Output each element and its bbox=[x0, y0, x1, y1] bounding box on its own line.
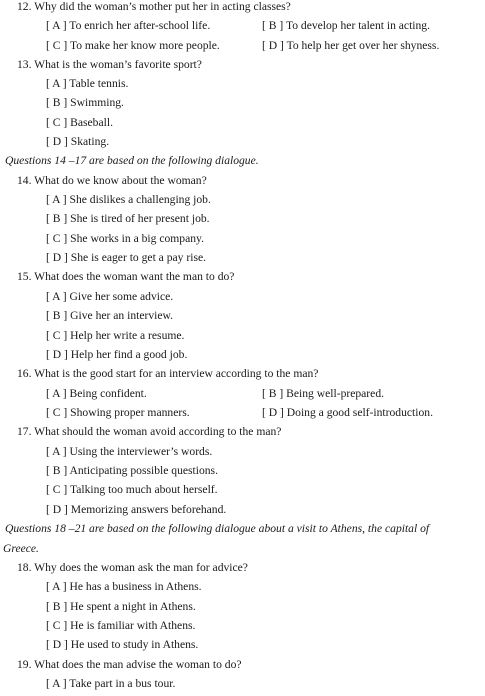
question-14: 14. What do we know about the woman? bbox=[17, 174, 207, 187]
option-15-a: [ A ] Give her some advice. bbox=[46, 290, 174, 303]
question-13: 13. What is the woman’s favorite sport? bbox=[17, 58, 202, 71]
option-14-a: [ A ] She dislikes a challenging job. bbox=[46, 193, 211, 206]
option-17-b: [ B ] Anticipating possible questions. bbox=[46, 464, 218, 477]
option-12-a: [ A ] To enrich her after-school life. bbox=[46, 19, 211, 32]
option-12-b: [ B ] To develop her talent in acting. bbox=[262, 19, 431, 32]
option-12-c: [ C ] To make her know more people. bbox=[46, 39, 220, 52]
option-13-d: [ D ] Skating. bbox=[46, 135, 110, 148]
option-15-c: [ C ] Help her write a resume. bbox=[46, 329, 185, 342]
option-18-b: [ B ] He spent a night in Athens. bbox=[46, 600, 196, 613]
option-17-a: [ A ] Using the interviewer’s words. bbox=[46, 445, 213, 458]
option-14-b: [ B ] She is tired of her present job. bbox=[46, 212, 210, 225]
question-19: 19. What does the man advise the woman to do? bbox=[17, 658, 242, 671]
option-17-c: [ C ] Talking too much about herself. bbox=[46, 483, 218, 496]
question-16: 16. What is the good start for an interview according to the man? bbox=[17, 367, 319, 380]
option-14-d: [ D ] She is eager to get a pay rise. bbox=[46, 251, 207, 264]
option-19-a: [ A ] Take part in a bus tour. bbox=[46, 677, 176, 690]
option-18-a: [ A ] He has a business in Athens. bbox=[46, 580, 202, 593]
option-13-a: [ A ] Table tennis. bbox=[46, 77, 129, 90]
option-17-d: [ D ] Memorizing answers beforehand. bbox=[46, 503, 227, 516]
option-13-c: [ C ] Baseball. bbox=[46, 116, 113, 129]
section-intro-18-21-cont: Greece. bbox=[3, 542, 39, 555]
option-14-c: [ C ] She works in a big company. bbox=[46, 232, 204, 245]
option-18-c: [ C ] He is familiar with Athens. bbox=[46, 619, 196, 632]
question-17: 17. What should the woman avoid according to the man? bbox=[17, 425, 282, 438]
option-16-c: [ C ] Showing proper manners. bbox=[46, 406, 190, 419]
question-12: 12. Why did the woman’s mother put her in acting classes? bbox=[17, 0, 291, 13]
option-16-d: [ D ] Doing a good self-introduction. bbox=[262, 406, 433, 419]
option-12-d: [ D ] To help her get over her shyness. bbox=[262, 39, 440, 52]
option-15-b: [ B ] Give her an interview. bbox=[46, 309, 174, 322]
option-16-b: [ B ] Being well-prepared. bbox=[262, 387, 385, 400]
option-18-d: [ D ] He used to study in Athens. bbox=[46, 638, 199, 651]
option-15-d: [ D ] Help her find a good job. bbox=[46, 348, 188, 361]
option-13-b: [ B ] Swimming. bbox=[46, 96, 124, 109]
option-16-a: [ A ] Being confident. bbox=[46, 387, 147, 400]
question-18: 18. Why does the woman ask the man for advice? bbox=[17, 561, 248, 574]
section-intro-14-17: Questions 14 –17 are based on the following dialogue. bbox=[5, 154, 259, 167]
section-intro-18-21: Questions 18 –21 are based on the following dialogue about a visit to Athens, the capital of bbox=[5, 522, 430, 535]
question-15: 15. What does the woman want the man to do? bbox=[17, 270, 235, 283]
